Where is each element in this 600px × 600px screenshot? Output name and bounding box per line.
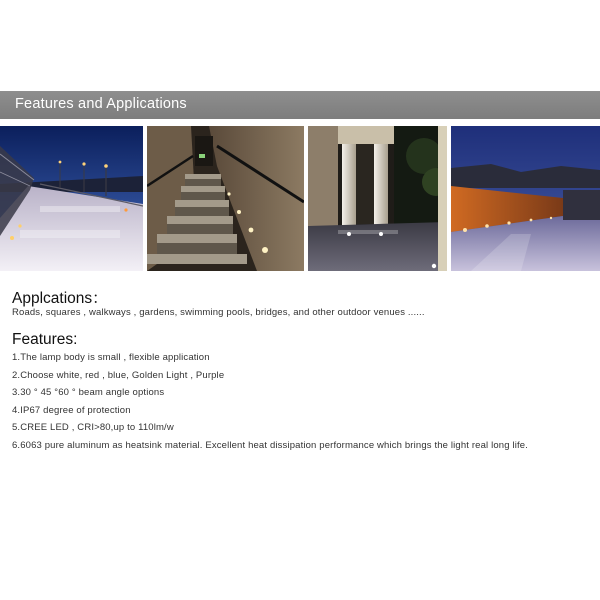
feature-item: 2.Choose white, red , blue, Golden Light , Purple [12,369,225,381]
photo-garden-wall-path [451,126,600,271]
feature-item: 3.30 ° 45 °60 ° beam angle options [12,387,165,399]
features-list [12,352,528,458]
applications-text: Roads, squares , walkways , gardens, swimming pools, bridges, and other outdoor venues ...... [12,307,425,318]
banner-title: Features and Applications [15,96,187,112]
feature-item: 6.6063 pure aluminum as heatsink material. Excellent heat dissipation performance which brings the light real long life. [12,439,528,451]
features-heading: Features: [12,331,78,348]
section-banner [0,91,600,119]
feature-item: 4.IP67 degree of protection [12,404,131,416]
photo-lit-doorway [308,126,447,271]
photo-stone-staircase [147,126,304,271]
photo-bridge-walkway [0,126,143,271]
applications-heading: Applcations： [12,290,108,307]
photo-strip [0,126,600,271]
feature-item: 5.CREE LED , CRI>80,up to 110lm/w [12,422,174,434]
feature-item: 1.The lamp body is small , flexible application [12,352,210,363]
